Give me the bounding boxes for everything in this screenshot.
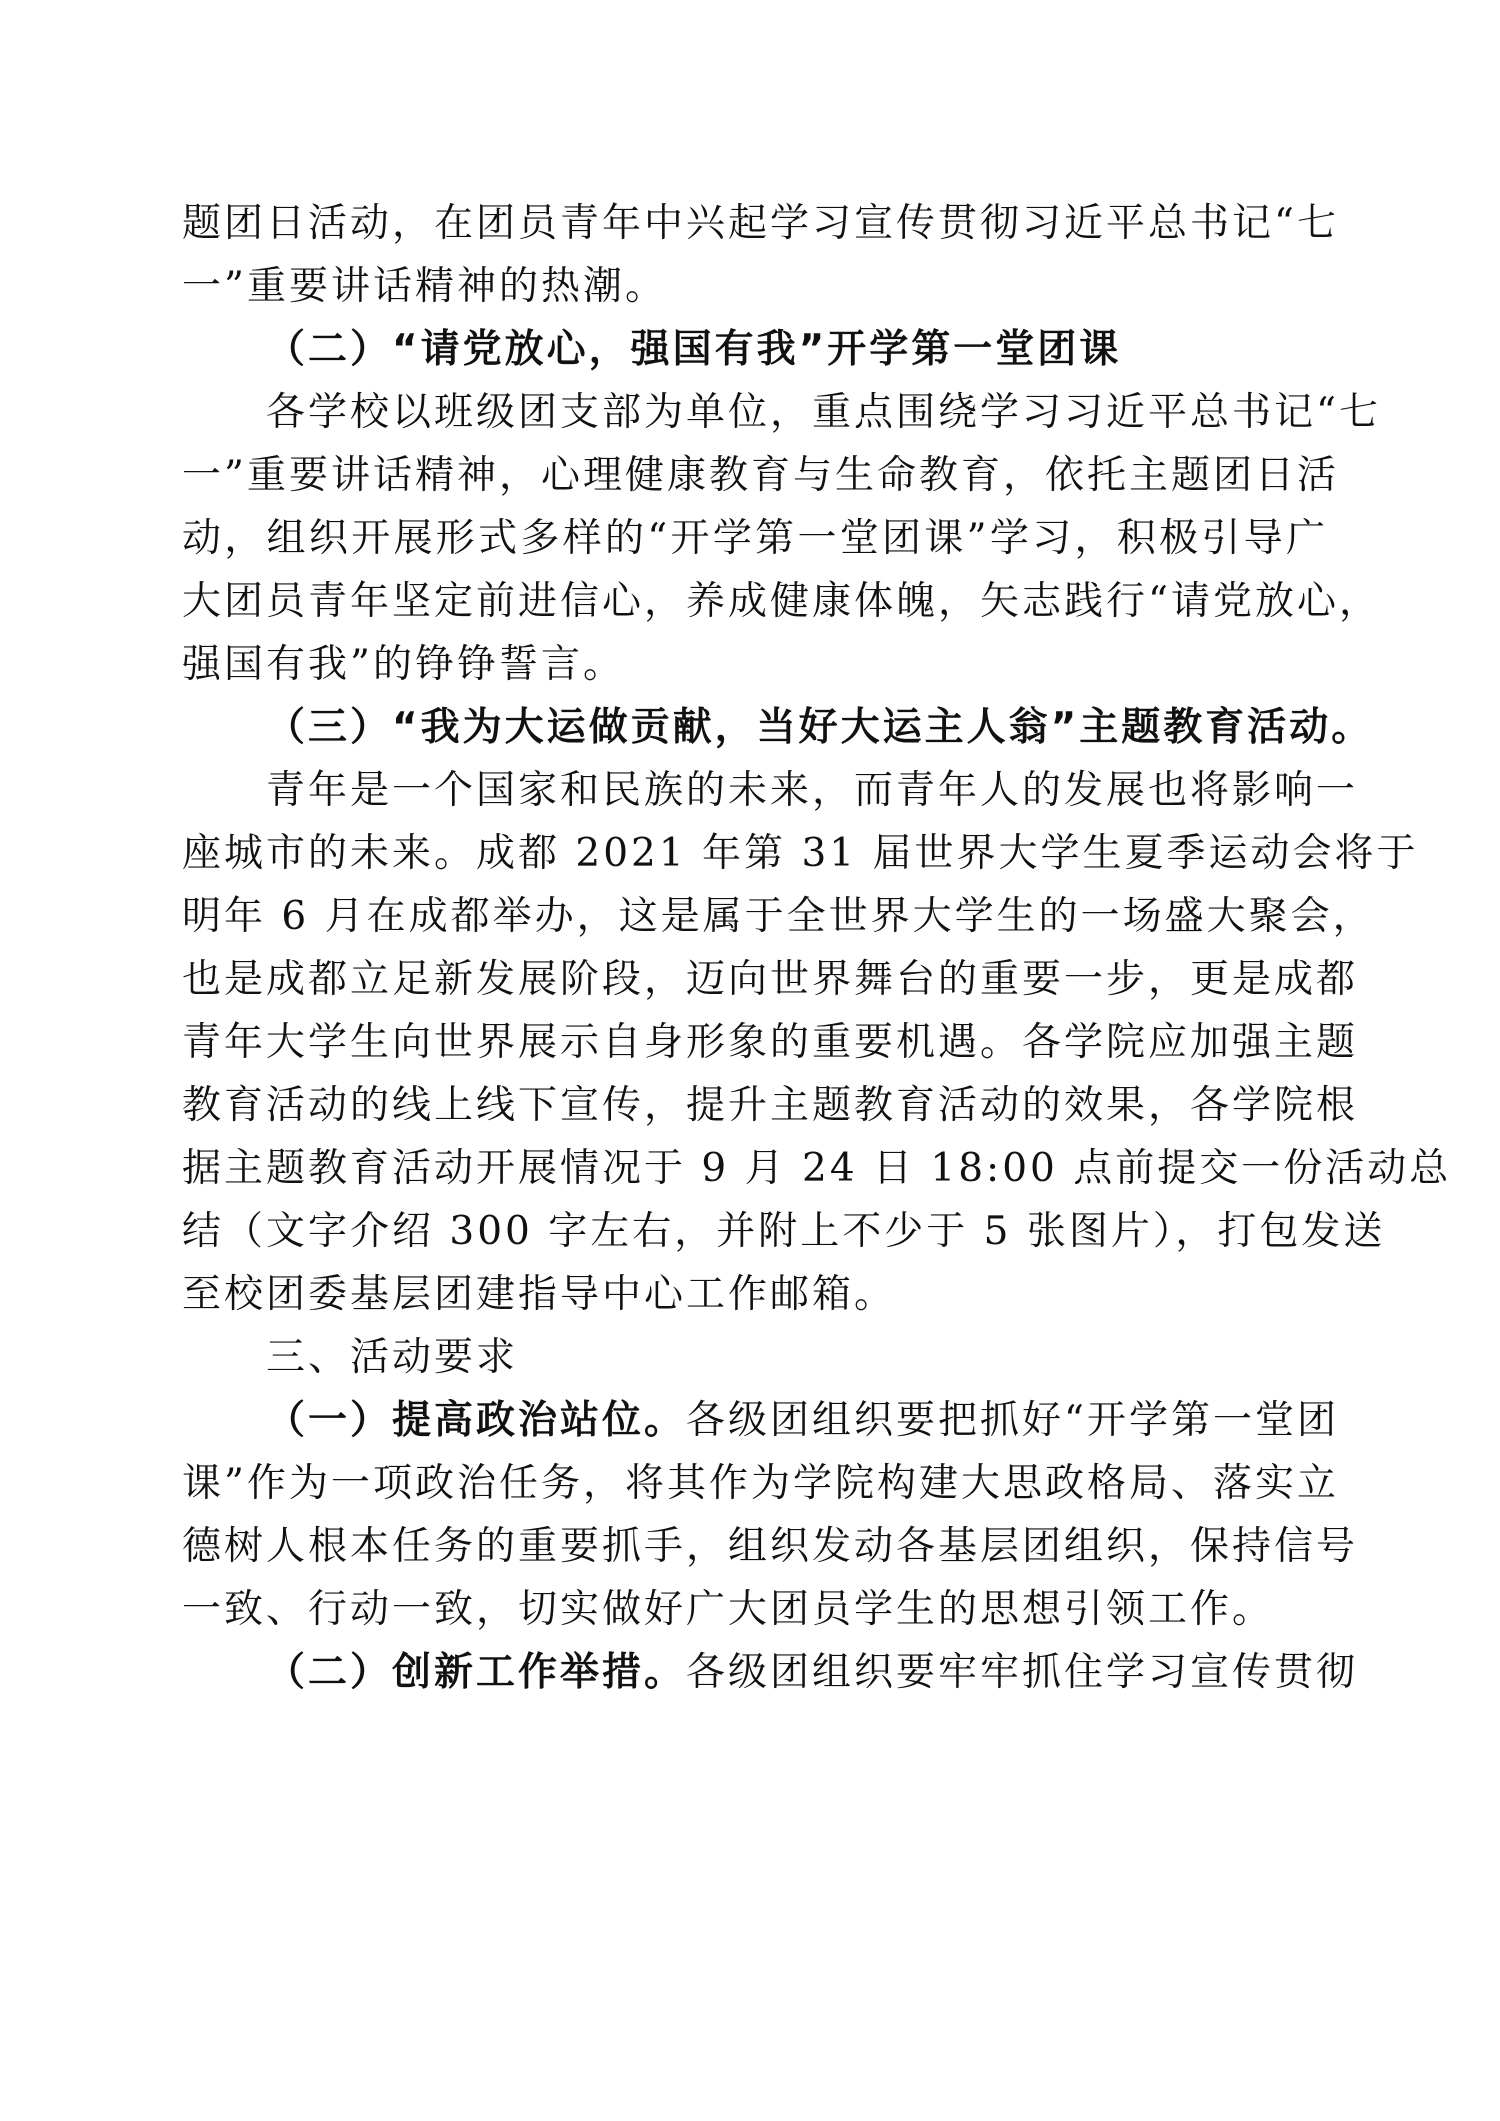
paragraph-line bbox=[182, 1515, 1359, 1578]
line-text: 各级团组织要牢牢抓住学习宣传贯彻 bbox=[686, 1650, 1359, 1695]
bold-lead-text: （一）提高政治站位。 bbox=[266, 1398, 687, 1443]
paragraph-line bbox=[182, 1389, 1339, 1452]
line-text: 德树人根本任务的重要抓手，组织发动各基层团组织，保持信号 bbox=[182, 1524, 1359, 1569]
paragraph-line bbox=[182, 1452, 1339, 1515]
document-body bbox=[182, 192, 1452, 1704]
paragraph-line bbox=[182, 1578, 1328, 1641]
paragraph-line bbox=[182, 570, 1381, 633]
line-text: 一”重要讲话精神，心理健康教育与生命教育，依托主题团日活 bbox=[182, 453, 1339, 498]
paragraph-line bbox=[182, 822, 1419, 885]
line-text: 一”重要讲话精神的热潮。 bbox=[182, 264, 667, 309]
paragraph-line bbox=[182, 1641, 1359, 1704]
paragraph-line bbox=[182, 255, 1328, 318]
line-text: 至校团委基层团建指导中心工作邮箱。 bbox=[182, 1272, 897, 1317]
paragraph-line bbox=[182, 948, 1359, 1011]
line-text: 各级团组织要把抓好“开学第一堂团 bbox=[686, 1398, 1339, 1443]
line-text: 也是成都立足新发展阶段，迈向世界舞台的重要一步，更是成都 bbox=[182, 957, 1359, 1002]
section-heading bbox=[182, 696, 1374, 759]
line-text: 强国有我”的铮铮誓言。 bbox=[182, 642, 625, 687]
bold-lead-text: （二）创新工作举措。 bbox=[266, 1650, 687, 1695]
paragraph-line bbox=[182, 444, 1339, 507]
line-text: 各学校以班级团支部为单位，重点围绕学习习近平总书记“七 bbox=[266, 390, 1381, 435]
line-text: 据主题教育活动开展情况于 9 月 24 日 18:00 点前提交一份活动总 bbox=[182, 1146, 1452, 1191]
paragraph-line bbox=[182, 885, 1375, 948]
line-text: 大团员青年坚定前进信心，养成健康体魄，矢志践行“请党放心， bbox=[182, 579, 1381, 624]
section-heading bbox=[182, 318, 1328, 381]
bold-lead-text: （二）“请党放心，强国有我”开学第一堂团课 bbox=[266, 327, 1122, 372]
line-text: 一致、行动一致，切实做好广大团员学生的思想引领工作。 bbox=[182, 1587, 1275, 1632]
line-text: 青年大学生向世界展示自身形象的重要机遇。各学院应加强主题 bbox=[182, 1020, 1359, 1065]
line-text: 明年 6 月在成都举办，这是属于全世界大学生的一场盛大聚会， bbox=[182, 894, 1375, 939]
line-text: 动，组织开展形式多样的“开学第一堂团课”学习，积极引导广 bbox=[182, 516, 1328, 561]
bold-lead-text: （三）“我为大运做贡献，当好大运主人翁”主题教育活动。 bbox=[266, 705, 1374, 750]
line-text: 题团日活动，在团员青年中兴起学习宣传贯彻习近平总书记“七 bbox=[182, 201, 1339, 246]
paragraph-line bbox=[182, 1011, 1359, 1074]
line-text: 课”作为一项政治任务，将其作为学院构建大思政格局、落实立 bbox=[182, 1461, 1339, 1506]
paragraph-line bbox=[182, 1200, 1386, 1263]
paragraph-line bbox=[182, 1137, 1452, 1200]
paragraph-line bbox=[182, 1263, 1328, 1326]
line-text: 结（文字介绍 300 字左右，并附上不少于 5 张图片），打包发送 bbox=[182, 1209, 1386, 1254]
line-text: 座城市的未来。成都 2021 年第 31 届世界大学生夏季运动会将于 bbox=[182, 831, 1419, 876]
paragraph-line bbox=[182, 192, 1339, 255]
paragraph-line bbox=[182, 507, 1328, 570]
section-title bbox=[182, 1326, 1328, 1389]
paragraph-line bbox=[182, 759, 1359, 822]
line-text: 教育活动的线上线下宣传，提升主题教育活动的效果，各学院根 bbox=[182, 1083, 1359, 1128]
paragraph-line bbox=[182, 381, 1381, 444]
line-text: 三、活动要求 bbox=[266, 1335, 519, 1380]
paragraph-line bbox=[182, 1074, 1359, 1137]
paragraph-line bbox=[182, 633, 1328, 696]
line-text: 青年是一个国家和民族的未来，而青年人的发展也将影响一 bbox=[266, 768, 1359, 813]
